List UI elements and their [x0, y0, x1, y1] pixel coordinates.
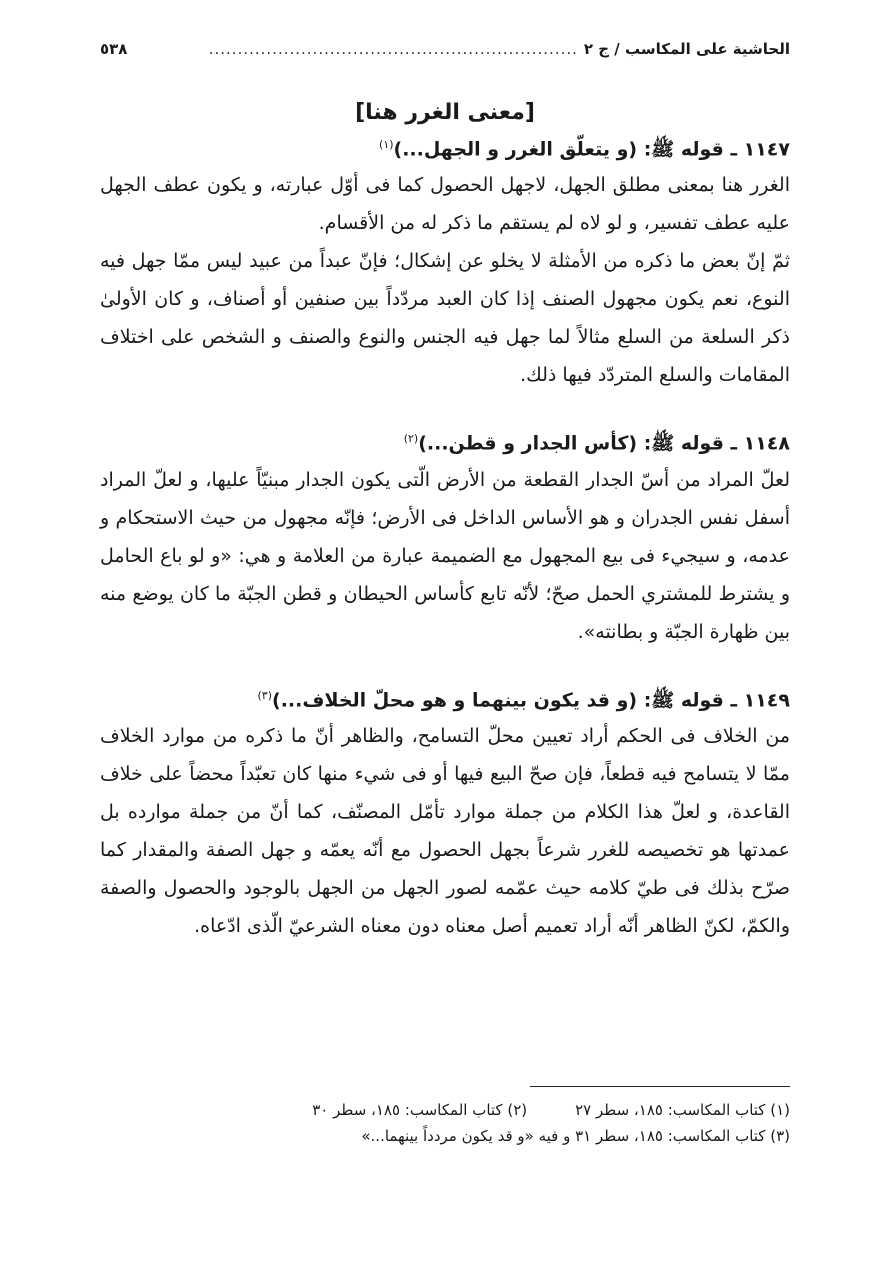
leader-dots: ................................................................: [208, 40, 578, 58]
footnote-divider: [530, 1086, 790, 1087]
section-title: [معنى الغرر هنا]: [355, 100, 535, 125]
entry-heading-text: ١١٤٩ ـ قوله ﷺ: (و قد يكون بينهما و هو محلّ الخلاف...): [272, 688, 790, 711]
running-header: [100, 36, 790, 62]
entry-heading: [100, 679, 790, 717]
footnote-1: (١) كتاب المكاسب: ١٨٥، سطر ٢٧: [575, 1101, 790, 1119]
footnote-ref: (٣): [257, 688, 273, 702]
footnote-row: [100, 1123, 790, 1149]
footnote-ref: (٢): [403, 432, 419, 446]
entry-paragraph: الغرر هنا بمعنى مطلق الجهل، لاجهل الحصول كما فى أوّل عبارته، و يكون عطف الجهل عليه عطف تفسير، و لو لاه لم يستقم ما ذكر له من الأقسام.: [100, 174, 790, 235]
footnote-2: (٢) كتاب المكاسب: ١٨٥، سطر ٣٠: [312, 1101, 528, 1119]
footnotes: [100, 1086, 790, 1149]
running-title: الحاشية على المكاسب / ج ٢: [583, 40, 790, 58]
footnote-row: [100, 1097, 790, 1123]
entry-paragraph: من الخلاف فى الحكم أراد تعيين محلّ التسامح، والظاهر أنّ ما ذكره من موارد الخلاف ممّا لا يتسامح فيه قطعاً، فإن صحّ البيع فيها أو فى شيء منها كان تعبّداً محضاً على خلاف القاعدة، و لعلّ هذا الكلام من جملة موارد تأمّل المصنّف، كما أنّ من جملة موارده بل عمدتها هو تخصيصه للغرر شرعاً بجهل الحصول مع أنّه يعمّه و جهل الصفة والمقدار كما صرّح بذلك فى طيّ كلامه حيث عمّمه لصور الجهل من الجهل بالوجود والحصول والصفة والكمّ، لكنّ الظاهر أنّه أراد تعميم أصل معناه دون معناه الشرعيّ الّذى ادّعاه.: [100, 724, 790, 937]
entry-1149: [100, 679, 790, 945]
entry-heading-text: ١١٤٧ ـ قوله ﷺ: (و يتعلّق الغرر و الجهل...): [393, 138, 790, 161]
entry-heading: [100, 128, 790, 166]
entry-paragraph: ثمّ إنّ بعض ما ذكره من الأمثلة لا يخلو عن إشكال؛ فإنّ عبداً من عبيد ليس ممّا جهل فيه النوع، نعم يكون مجهول الصنف إذا كان العبد مردّداً بين صنفين أو أصناف، و كان الأولىٰ ذكر السلعة من السلع مثالاً لما جهل فيه الجنس والنوع والصنف و الشخص على اختلاف المقامات والسلع المتردّد فيها ذلك.: [100, 250, 790, 387]
entry-1148: [100, 422, 790, 650]
footnote-ref: (١): [379, 138, 394, 151]
footnote-3: (٣) كتاب المكاسب: ١٨٥، سطر ٣١ و فيه «و قد يكون مردداً بينهما...»: [361, 1127, 790, 1145]
entry-heading-text: ١١٤٨ ـ قوله ﷺ: (كأس الجدار و قطن...): [418, 432, 790, 455]
page-number: ٥٣٨: [100, 40, 128, 58]
book-page: [100, 36, 790, 1216]
entry-heading: [100, 422, 790, 460]
entry-1147: [100, 128, 790, 394]
entry-paragraph: لعلّ المراد من أسّ الجدار القطعة من الأرض الّتى يكون الجدار مبنيّاً عليها، و لعلّ المراد أسفل نفس الجدران و هو الأساس الداخل فى الأرض؛ فإنّه مجهول من حيث الاستحكام و عدمه، و سيجيء فى بيع المجهول مع الضميمة عبارة من العلامة و هي: «و لو باع الحامل و يشترط للمشتري الحمل صحّ؛ لأنّه تابع كأساس الحيطان و قطن الجبّة ما كان يوضع منه بين ظهارة الجبّة و بطانته».: [100, 468, 790, 643]
